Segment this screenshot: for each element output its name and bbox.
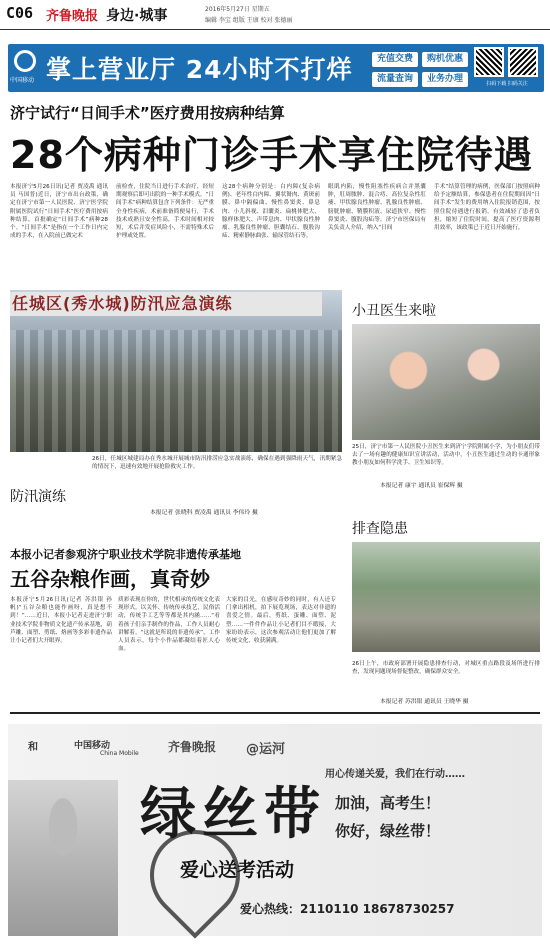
clown-doctor-credit: 本报记者 康宇 通讯员 崔保辉 摄 xyxy=(380,483,463,489)
heritage-column: 本报济宁5月26日讯(记者 苏洪银 孙帆)“五谷杂粮也能作画呀，真是想不到！”……近日，本报小记者走进济宁职业技术学院非物质文化遗产传承基地，葫芦雕、面塑、剪纸、烙画等多彩非遗作品让小记者们大开眼界。 xyxy=(10,597,112,645)
page-number: C06 xyxy=(6,4,34,22)
ad-hotline[interactable]: 爱心热线：2110110 18678730257 xyxy=(240,902,455,916)
ad-slogan: 用心传递关爱，我们在行动…… xyxy=(325,769,465,780)
section-divider xyxy=(10,712,540,714)
heritage-headline: 五谷杂粮作画，真奇妙 xyxy=(10,567,210,591)
staff-line: 编辑 李宝 组版 王康 校对 张德丽 xyxy=(205,17,293,24)
flood-drill-heading: 防汛演练 xyxy=(10,489,66,505)
hazard-check-heading: 排查隐患 xyxy=(352,521,408,537)
china-mobile-logo: 中国移动 xyxy=(74,741,111,751)
china-mobile-logo-icon xyxy=(14,50,36,72)
ad-button-services[interactable]: 业务办理 xyxy=(422,72,468,87)
ad-title: 掌上营业厅 24小时不打烊 xyxy=(46,55,353,84)
flood-drill-banner: 任城区(秀水城)防汛应急演练 xyxy=(10,292,322,316)
clown-doctor-heading: 小丑医生来啦 xyxy=(352,303,436,319)
china-mobile-logo-en: China Mobile xyxy=(100,750,139,757)
heritage-column: 质彩表现在你的，世代相承的传统文化表现形式。以关怀、传统传承技艺，民俗活动，传统手工艺等等都是其内涵……“看着孩子们亲手制作的作品，工作人员耐心讲解着。“这就是所说的非遗传承”，工作人员表示，每个小作品都凝结着匠人心血。 xyxy=(118,597,220,653)
qr-caption: 扫码下载 扫码关注 xyxy=(486,81,528,87)
ad-cheer-line: 你好，绿丝带！ xyxy=(335,822,441,840)
clown-doctor-caption: 25日，济宁市第一人民医院小丑医生来到济宁学院附属小学，为小朋友们带去了一场有趣的健康知识宣讲活动，活动中，小丑医生通过生动的卡通形象教小朋友如何科学洗手、卫生知识等。 xyxy=(352,444,540,467)
masthead-logo: 齐鲁晚报 xyxy=(46,9,99,24)
ad-cheer-line: 加油，高考生！ xyxy=(335,794,441,812)
lead-kicker: 济宁试行“日间手术”医疗费用按病种结算 xyxy=(10,104,285,122)
qr-code-icon[interactable] xyxy=(474,47,504,77)
lead-column: 眼肌内陷，慢性阻塞性疾病合并黑囊肿，肛周脓肿、混合痔、高位复杂性肛瘘、甲状腺良性肿瘤、乳腺良性肿瘤、膀胱肿瘤、鞘膜积液、尿道狭窄、慢性鼻窦炎、腹股沟疝等。济宁市医保局有关负责人介绍，纳入“日间 xyxy=(328,184,426,232)
clown-doctor-photo xyxy=(352,324,540,440)
hazard-check-photo xyxy=(352,542,540,652)
hazard-check-caption: 26日上午，市政府部署开展隐患排查行动，对城区重点路段及场所进行排查，发现问题现场督促整改，确保群众安全。 xyxy=(352,661,540,676)
lead-column: 前检查，住院当日进行手术治疗，经短期观察后即可出院的一种手术模式。“日间手术”病种结算包含下列条件：无严重全身性疾病，术前准备简便易行，手术技术成熟且安全性高，手术时间相对较短，术后并发症风险小，不需特殊术后护理或处置。 xyxy=(116,184,214,240)
ad-button-data-query[interactable]: 流量查询 xyxy=(372,72,418,87)
qilu-evening-logo: 齐鲁晚报 xyxy=(168,740,217,754)
date-line: 2016年5月27日 星期五 xyxy=(205,6,270,13)
ad-main-text: 绿丝带 xyxy=(140,781,326,847)
lead-column: 本报济宁5月26日讯(记者 贾凌禹 通讯员 马国普)近日，济宁市出台政策，确定在济宁市第一人民医院、济宁医学院附属医院试行“日间手术”医疗费用按病种结算，首批确定“日间手术”病种28个。“日间手术”是指在一个工作日内完成的手术，在入院前已做完术 xyxy=(10,184,108,240)
flood-drill-caption: 26日，任城区城建局办在秀水城开展城市防汛排涝应急实战演练，确保在遇到强降雨天气，汛期紧急的情况下，迅速有效地开展抢险救灾工作。 xyxy=(92,456,342,471)
ad-button-buy-phone[interactable]: 购机优惠 xyxy=(422,52,468,67)
lead-column: 这28个病种分别是：白内障(复杂病例)、老年性白内障、翼状胬肉、黄斑前膜、鼻中隔偏曲、慢性鼻窦炎、鼻息肉、小儿斜视、泪囊炎、扁桃体肥大、腺样体肥大、声带息肉、甲状腺良性肿瘤、乳腺良性肿瘤、胆囊结石、腹股沟疝、精索静脉曲张、输尿管结石等。 xyxy=(222,184,320,240)
flood-drill-crowd xyxy=(10,330,342,452)
ad-button-recharge[interactable]: 充值交费 xyxy=(372,52,418,67)
ad-brand: 中国移动 xyxy=(10,77,35,84)
qr-code-icon[interactable] xyxy=(508,47,538,77)
yunhe-logo: @运河 xyxy=(246,742,286,757)
lead-headline: 28个病种门诊手术享住院待遇 xyxy=(10,133,533,177)
flood-drill-credit: 本报记者 张晓科 贾凌禹 通讯员 李伟玲 摄 xyxy=(150,510,258,516)
ad-event-title: 爱心送考活动 xyxy=(180,859,295,881)
heritage-column: 大家的目光，在感叹奇妙的同时，有人还专门拿出相机，拍下展览现场，表达对非遗的喜爱之情。最后，剪纸、蛋雕、面塑、泥塑……一件件作品让小记者们目不暇接，大家纷纷表示，这次参观活动让他们更加了解传统文化，收获满满。 xyxy=(226,597,336,645)
section-title: 身边·城事 xyxy=(106,8,168,24)
heritage-kicker: 本报小记者参观济宁职业技术学院非遗传承基地 xyxy=(10,548,241,561)
lead-column: 手术”结算管理的病例，医保部门按照病种给予定额结算，参保患者在住院期间因“日间手术”发生的费用纳入住院报销范围，按照住院待遇进行报销，有效减轻了患者负担，缩短了住院时间，提高了医疗资源利用效率，该政策已于近日开始施行。 xyxy=(434,184,540,232)
he-logo: 和 xyxy=(28,742,38,753)
ad-driver-photo xyxy=(8,780,118,936)
hazard-check-credit: 本报记者 苏洪银 通讯员 王晓华 摄 xyxy=(380,699,469,705)
